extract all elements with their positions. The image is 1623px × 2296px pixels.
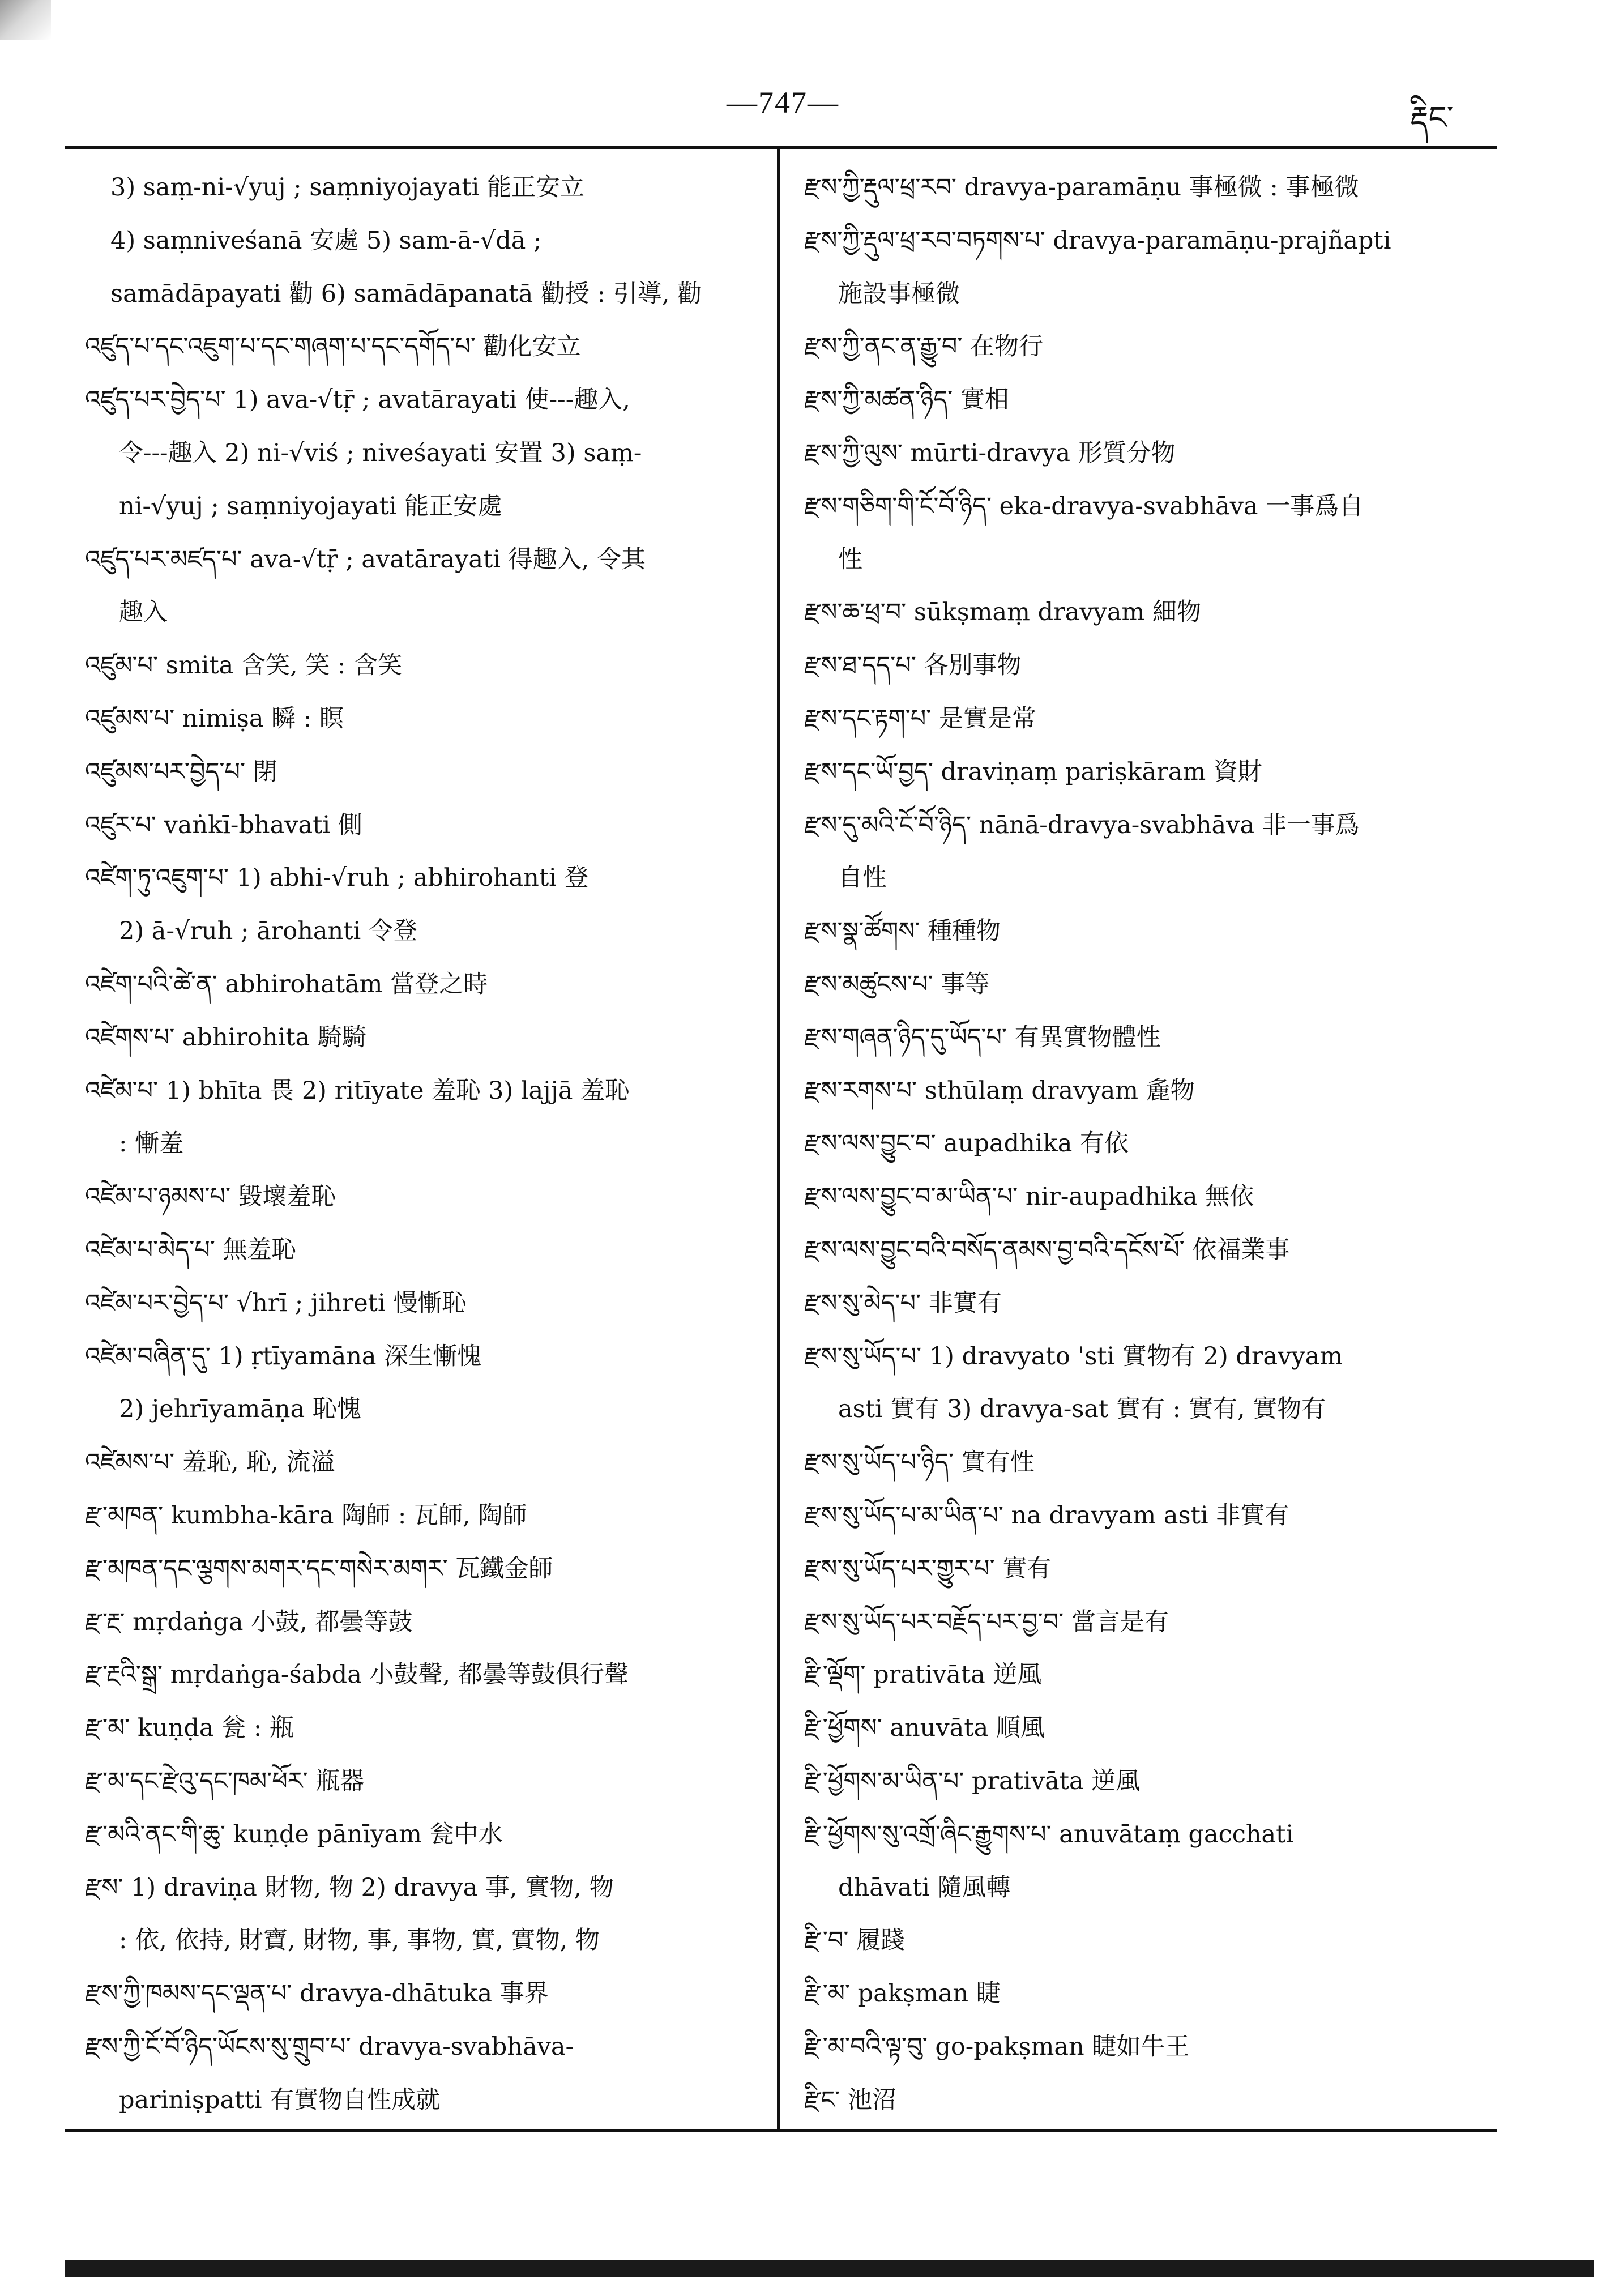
dictionary-line: རྫས་སུ་ཡོད་པ་ཉིད་ 實有性	[804, 1448, 1035, 1477]
dictionary-line: འཛུད་པར་མཛད་པ་ ava-√tṝ ; avatārayati 得趣入, 令其	[85, 545, 646, 574]
scan-edge-bar	[65, 2260, 1594, 2277]
dictionary-line: རྫི་མ་བའི་ལྟ་བུ་ go-pakṣman 睫如牛王	[804, 2032, 1190, 2061]
dictionary-line: samādāpayati 勸 6) samādāpanatā 勸授 : 引導, 勸	[110, 279, 702, 308]
dictionary-line: རྫས་སུ་ཡོད་པར་བརྗོད་པར་བྱ་བ་ 當言是有	[804, 1607, 1169, 1636]
dictionary-line: འཛེགས་པ་ abhirohita 騎騎	[85, 1023, 366, 1052]
dictionary-line: : 依, 依持, 財寶, 財物, 事, 事物, 實, 實物, 物	[119, 1926, 600, 1955]
dictionary-line: རྫི་ཕྱོགས་མ་ཡིན་པ་ prativāta 逆風	[804, 1766, 1141, 1795]
dictionary-line: འཛེག་ཏུ་འཇུག་པ་ 1) abhi-√ruh ; abhirohanti 登	[85, 864, 589, 893]
dictionary-line: རྫས་ཀྱི་ཁམས་དང་ལྡན་པ་ dravya-dhātuka 事界	[85, 1979, 549, 2008]
dictionary-line: རྫས་སུ་ཡོད་པ་མ་ཡིན་པ་ na dravyam asti 非實有	[804, 1501, 1289, 1530]
running-head: རྡིང་	[1410, 100, 1454, 136]
dictionary-line: འཛེམས་པ་ 羞恥, 恥, 流溢	[85, 1448, 335, 1477]
column-divider	[777, 146, 780, 2132]
dictionary-line: འཛེམ་པར་བྱེད་པ་ √hrī ; jihreti 慢慚恥	[85, 1288, 467, 1317]
dictionary-line: རྫས་ཆ་ཕྲ་བ་ sūkṣmaṃ dravyam 細物	[804, 598, 1201, 627]
dictionary-line: 2) jehrīyamāṇa 恥愧	[119, 1395, 361, 1424]
dictionary-line: : 慚羞	[119, 1129, 184, 1158]
dictionary-line: འཛེམ་པ་ 1) bhīta 畏 2) ritīyate 羞恥 3) lajjā 羞恥	[85, 1076, 630, 1105]
dictionary-line: རྫས་ཀྱི་རྡུལ་ཕྲ་རབ་ dravya-paramāṇu 事極微 : 事極微	[804, 173, 1359, 202]
dictionary-line: འཛུམ་པ་ smita 含笑, 笑 : 含笑	[85, 651, 403, 680]
dictionary-line: 施設事極微	[838, 279, 960, 308]
dictionary-line: རྫ་མ་ kuṇḍa 瓮 : 瓶	[85, 1714, 294, 1743]
dictionary-line: རྫི་ཕྱོགས་སུ་འགྲོ་ཞིང་རྒྱུགས་པ་ anuvātaṃ gacchati	[804, 1820, 1294, 1849]
dictionary-line: རྫས་གཅིག་གི་ངོ་བོ་ཉིད་ eka-dravya-svabhāva 一事爲自	[804, 492, 1364, 520]
dictionary-line: dhāvati 隨風轉	[838, 1873, 1011, 1902]
dictionary-line: འཛེམ་པ་མེད་པ་ 無羞恥	[85, 1235, 296, 1264]
dictionary-line: 自性	[838, 864, 887, 893]
dictionary-line: རྫས་ཀྱི་ངོ་བོ་ཉིད་ཡོངས་སུ་གྲུབ་པ་ dravya-svabhāva-	[85, 2032, 574, 2061]
dictionary-line: འཛུམས་པར་བྱེད་པ་ 閉	[85, 757, 277, 786]
dictionary-line: རྫས་སྣ་ཚོགས་ 種種物	[804, 917, 1001, 946]
dictionary-line: རྫས་དང་ཡོ་བྱད་ draviṇaṃ pariṣkāram 資財	[804, 757, 1262, 786]
dictionary-line: རྫས་མཚུངས་པ་ 事等	[804, 970, 990, 998]
scan-shadow-corner	[0, 0, 51, 40]
bottom-rule	[65, 2129, 1497, 2132]
dictionary-line: རྫས་ལས་བྱུང་བ་མ་ཡིན་པ་ nir-aupadhika 無依	[804, 1183, 1254, 1211]
dictionary-line: རྫས་སུ་ཡོད་པར་གྱུར་པ་ 實有	[804, 1554, 1052, 1583]
dictionary-line: ni-√yuj ; saṃniyojayati 能正安處	[119, 492, 502, 520]
dictionary-line: རྫས་ལས་བྱུང་བ་ aupadhika 有依	[804, 1129, 1129, 1158]
dictionary-line: འཛུད་པར་བྱེད་པ་ 1) ava-√tṝ ; avatārayati 使---趣入,	[85, 386, 630, 415]
dictionary-line: རྫ་མའི་ནང་གི་ཆུ་ kuṇḍe pānīyam 瓮中水	[85, 1820, 503, 1849]
dictionary-line: རྫས་གཞན་ཉིད་དུ་ཡོད་པ་ 有異實物體性	[804, 1023, 1161, 1052]
dictionary-line: རྫས་ 1) draviṇa 財物, 物 2) dravya 事, 實物, 物	[85, 1873, 614, 1902]
dictionary-line: འཛེམ་པ་ཉམས་པ་ 毀壞羞恥	[85, 1183, 336, 1211]
dictionary-line: 2) ā-√ruh ; ārohanti 令登	[119, 917, 417, 946]
dictionary-line: 性	[838, 545, 862, 574]
dictionary-line: འཛེག་པའི་ཚེ་ན་ abhirohatām 當登之時	[85, 970, 488, 998]
dictionary-line: རྫས་ཀྱི་རྡུལ་ཕྲ་རབ་བཏགས་པ་ dravya-paramāṇu-prajñapti	[804, 226, 1391, 255]
dictionary-line: རྫ་མཁན་ kumbha-kāra 陶師 : 瓦師, 陶師	[85, 1501, 527, 1530]
top-rule	[65, 146, 1497, 149]
dictionary-line: རྫི་མ་ pakṣman 睫	[804, 1979, 1001, 2008]
dictionary-line: asti 實有 3) dravya-sat 實有 : 實有, 實物有	[838, 1395, 1326, 1424]
dictionary-line: 令---趣入 2) ni-√viś ; niveśayati 安置 3) saṃ-	[119, 438, 642, 467]
dictionary-line: རྫ་མ་དང་རྫེའུ་དང་ཁམ་ཕོར་ 瓶器	[85, 1766, 365, 1795]
dictionary-line: འཛུར་པ་ vaṅkī-bhavati 側	[85, 810, 362, 839]
dictionary-line: རྫི་བ་ 履踐	[804, 1926, 906, 1955]
dictionary-line: འཛེམ་བཞིན་དུ་ 1) ṛtīyamāna 深生慚愧	[85, 1342, 482, 1371]
dictionary-line: རྫས་སུ་མེད་པ་ 非實有	[804, 1288, 1002, 1317]
dictionary-line: རྫིང་ 池沼	[804, 2085, 896, 2114]
dictionary-line: རྫ་རྔ་ mṛdaṅga 小鼓, 都曇等鼓	[85, 1607, 413, 1636]
dictionary-line: རྫས་རགས་པ་ sthūlaṃ dravyam 麁物	[804, 1076, 1195, 1105]
dictionary-line: རྫ་མཁན་དང་ལྕགས་མགར་དང་གསེར་མགར་ 瓦鐵金師	[85, 1554, 553, 1583]
left-column	[85, 161, 759, 2127]
dictionary-line: རྫ་རྔའི་སྒྲ་ mṛdaṅga-śabda 小鼓聲, 都曇等鼓俱行聲	[85, 1661, 629, 1689]
dictionary-line: 趣入	[119, 598, 168, 627]
dictionary-line: རྫས་དུ་མའི་ངོ་བོ་ཉིད་ nānā-dravya-svabhāva 非一事爲	[804, 810, 1360, 839]
dictionary-line: རྫི་ཕྱོགས་ anuvāta 順風	[804, 1714, 1045, 1743]
dictionary-line: 3) saṃ-ni-√yuj ; saṃniyojayati 能正安立	[110, 173, 585, 202]
dictionary-line: pariniṣpatti 有實物自性成就	[119, 2085, 441, 2114]
dictionary-line: འཛུམས་པ་ nimiṣa 瞬 : 瞑	[85, 704, 344, 733]
dictionary-line: རྫས་ལས་བྱུང་བའི་བསོད་ནམས་བྱ་བའི་དངོས་པོ་ 依福業事	[804, 1235, 1290, 1264]
dictionary-line: རྫས་ཐ་དད་པ་ 各別事物	[804, 651, 1022, 680]
page-number: —747—	[727, 86, 839, 120]
right-column	[804, 161, 1492, 2127]
dictionary-line: རྫས་ཀྱི་ནང་ན་རྒྱུ་བ་ 在物行	[804, 332, 1044, 361]
dictionary-line: རྫས་ཀྱི་ལུས་ mūrti-dravya 形質分物	[804, 438, 1176, 467]
dictionary-line: རྫས་དང་རྟག་པ་ 是實是常	[804, 704, 1036, 733]
dictionary-line: རྫི་ལྡོག་ prativāta 逆風	[804, 1661, 1042, 1689]
dictionary-line: འཛུད་པ་དང་འཇུག་པ་དང་གཞག་པ་དང་དགོད་པ་ 勸化安立	[85, 332, 581, 361]
dictionary-line: རྫས་ཀྱི་མཚན་ཉིད་ 實相	[804, 386, 1009, 415]
dictionary-line: 4) saṃniveśanā 安處 5) sam-ā-√dā ;	[110, 226, 542, 255]
dictionary-line: རྫས་སུ་ཡོད་པ་ 1) dravyato 'sti 實物有 2) dravyam	[804, 1342, 1343, 1371]
